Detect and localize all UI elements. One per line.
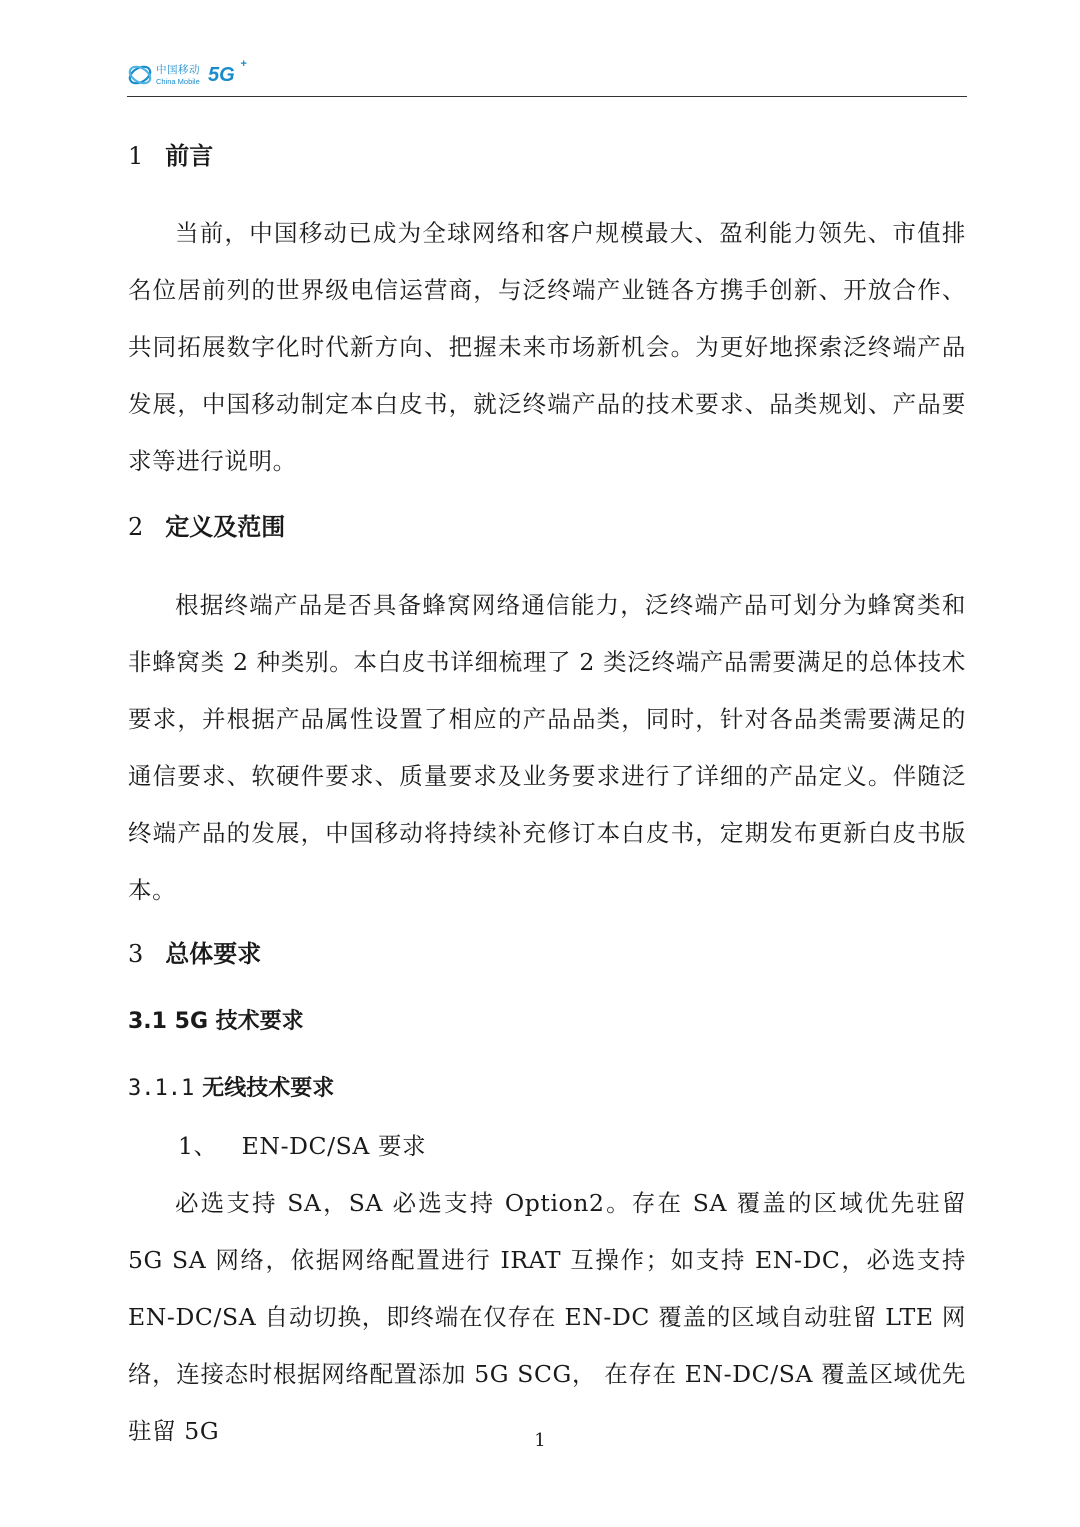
section-3-heading [128, 942, 261, 966]
logo-english-name: China Mobile [156, 76, 200, 86]
section-number: 2 [128, 513, 144, 541]
section-title: 总体要求 [165, 940, 262, 968]
logo-chinese-name: 中国移动 [156, 64, 200, 76]
section-number: 3.1.1 [128, 1076, 195, 1101]
section-title: 前言 [165, 142, 214, 170]
logo-5g-text: 5G [208, 63, 235, 86]
section-3-1-heading: 3.1 5G 技术要求 [128, 1009, 304, 1034]
list-item-1 [178, 1132, 427, 1160]
china-mobile-emblem-icon [127, 62, 153, 88]
page-number: 1 [534, 1430, 546, 1451]
list-item-text: EN-DC/SA 要求 [241, 1132, 427, 1160]
section-3-1-1-heading [128, 1078, 334, 1100]
section-number: 1 [128, 142, 144, 170]
logo-5g-mark [208, 57, 247, 87]
section-3-1-1-paragraph: 必选支持 SA，SA 必选支持 Option2。存在 SA 覆盖的区域优先驻留 5G SA 网络，依据网络配置进行 IRAT 互操作；如支持 EN-DC，必选支持 EN-DC/SA 自动切换，即终端在仅存在 EN-DC 覆盖的区域自动驻留 LTE 网络，连接态时根据网络配置添加 5G SCG， 在存在 EN-DC/SA 覆盖区域优先驻留 5G [128, 1189, 966, 1445]
section-title: 定义及范围 [165, 513, 286, 541]
section-title: 无线技术要求 [202, 1076, 335, 1101]
section-2-paragraph: 根据终端产品是否具备蜂窝网络通信能力，泛终端产品可划分为蜂窝类和非蜂窝类 2 种类别。本白皮书详细梳理了 2 类泛终端产品需要满足的总体技术要求，并根据产品属性设置了相应的产品品类，同时，针对各品类需要满足的通信要求、软硬件要求、质量要求及业务要求进行了详细的产品定义。伴随泛终端产品的发展，中国移动将持续补充修订本白皮书，定期发布更新白皮书版本。 [128, 591, 966, 904]
list-item-number: 1、 [178, 1132, 218, 1160]
section-1-paragraph: 当前，中国移动已成为全球网络和客户规模最大、盈利能力领先、市值排名位居前列的世界级电信运营商，与泛终端产业链各方携手创新、开放合作、共同拓展数字化时代新方向、把握未来市场新机会。为更好地探索泛终端产品发展，中国移动制定本白皮书，就泛终端产品的技术要求、品类规划、产品要求等进行说明。 [128, 219, 966, 475]
section-1-heading [128, 144, 213, 168]
section-number: 3 [128, 940, 144, 968]
page-header [127, 56, 967, 97]
china-mobile-logo [127, 57, 247, 90]
logo-plus-mark: + [240, 57, 247, 70]
section-2-heading [128, 515, 285, 539]
